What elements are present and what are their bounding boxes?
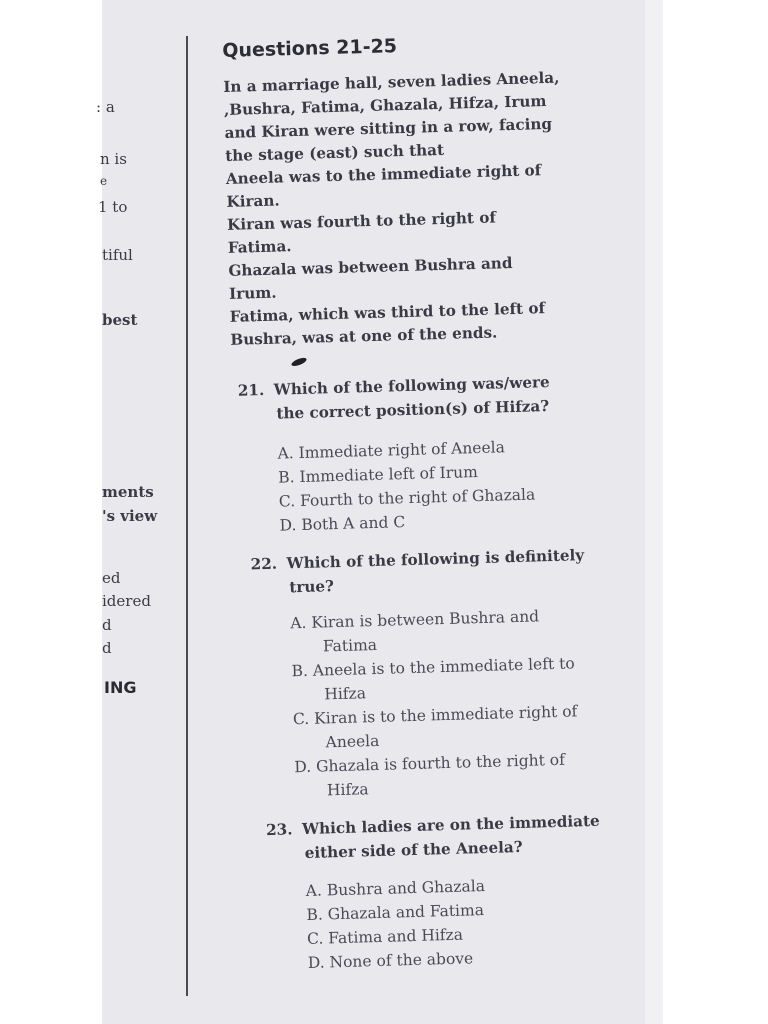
passage-line: Irum. <box>228 283 277 303</box>
margin-fragment: d <box>102 616 112 634</box>
passage-line: Aneela was to the immediate right of <box>225 161 542 188</box>
margin-fragment: best <box>102 311 138 329</box>
answer-option: C. Kiran is to the immediate right of Aneela <box>292 702 578 752</box>
passage-line: ,Bushra, Fatima, Ghazala, Hifza, Irum <box>223 91 547 119</box>
section-title: Questions 21-25 <box>222 35 398 62</box>
margin-heading-fragment: ING <box>104 678 137 697</box>
passage-line: In a marriage hall, seven ladies Aneela, <box>223 68 560 96</box>
question-number: 23. <box>265 820 293 840</box>
answer-option: B. Ghazala and Fatima <box>306 901 485 924</box>
question-23 <box>244 808 628 977</box>
question-number: 22. <box>250 554 278 574</box>
question-text: true? <box>289 577 335 597</box>
margin-fragment: 1 to <box>98 198 128 216</box>
question-text: either side of the Aneela? <box>304 837 523 863</box>
answer-option: A. Bushra and Ghazala <box>305 876 486 900</box>
page-edge-strip <box>645 0 663 1024</box>
answer-option: D. None of the above <box>307 949 474 972</box>
margin-fragment: tiful <box>102 246 133 264</box>
passage <box>223 65 611 352</box>
margin-fragment: : a <box>96 98 115 116</box>
question-text: Which of the following was/were <box>273 372 550 399</box>
answer-option: A. Kiran is between Bushra and Fatima <box>290 607 540 656</box>
margin-fragment: ed <box>102 569 121 587</box>
margin-fragment: d <box>102 639 112 657</box>
question-22 <box>236 542 623 805</box>
answer-option: D. Ghazala is fourth to the right of Hifza <box>294 750 566 800</box>
answer-option: B. Immediate left of Irum <box>277 463 479 487</box>
margin-fragment: n is <box>100 150 127 168</box>
question-text: Which of the following is definitely <box>286 546 585 573</box>
answer-option: C. Fatima and Hifza <box>306 925 464 948</box>
question-text: the correct position(s) of Hifza? <box>276 397 550 423</box>
margin-fragment: 's view <box>102 507 158 525</box>
passage-line: Kiran was fourth to the right of <box>226 208 497 234</box>
passage-line: Ghazala was between Bushra and <box>228 253 513 280</box>
answer-options <box>252 602 623 804</box>
answer-option: A. Immediate right of Aneela <box>277 438 506 463</box>
passage-line: Kiran. <box>226 191 280 211</box>
margin-fragment: e <box>100 174 108 188</box>
margin-fragment: idered <box>102 592 151 610</box>
passage-line: and Kiran were sitting in a row, facing <box>224 114 553 142</box>
questions-section <box>222 29 628 976</box>
photographed-page <box>96 0 645 1024</box>
answer-options <box>239 432 616 538</box>
answer-option: B. Aneela is to the immediate left to Hifza <box>291 654 575 704</box>
answer-option: C. Fourth to the right of Ghazala <box>278 485 536 511</box>
margin-fragment: ments <box>102 483 154 501</box>
passage-line: the stage (east) such that <box>224 140 445 165</box>
column-divider-line <box>186 36 188 996</box>
passage-line: Fatima. <box>227 237 292 257</box>
question-21 <box>231 368 615 539</box>
answer-options <box>267 870 628 976</box>
passage-line: Fatima, which was third to the left of <box>229 299 546 326</box>
passage-line: Bushra, was at one of the ends. <box>230 323 498 349</box>
answer-option: D. Both A and C <box>279 513 406 535</box>
question-number: 21. <box>237 380 265 400</box>
question-text: Which ladies are on the immediate <box>301 811 600 839</box>
